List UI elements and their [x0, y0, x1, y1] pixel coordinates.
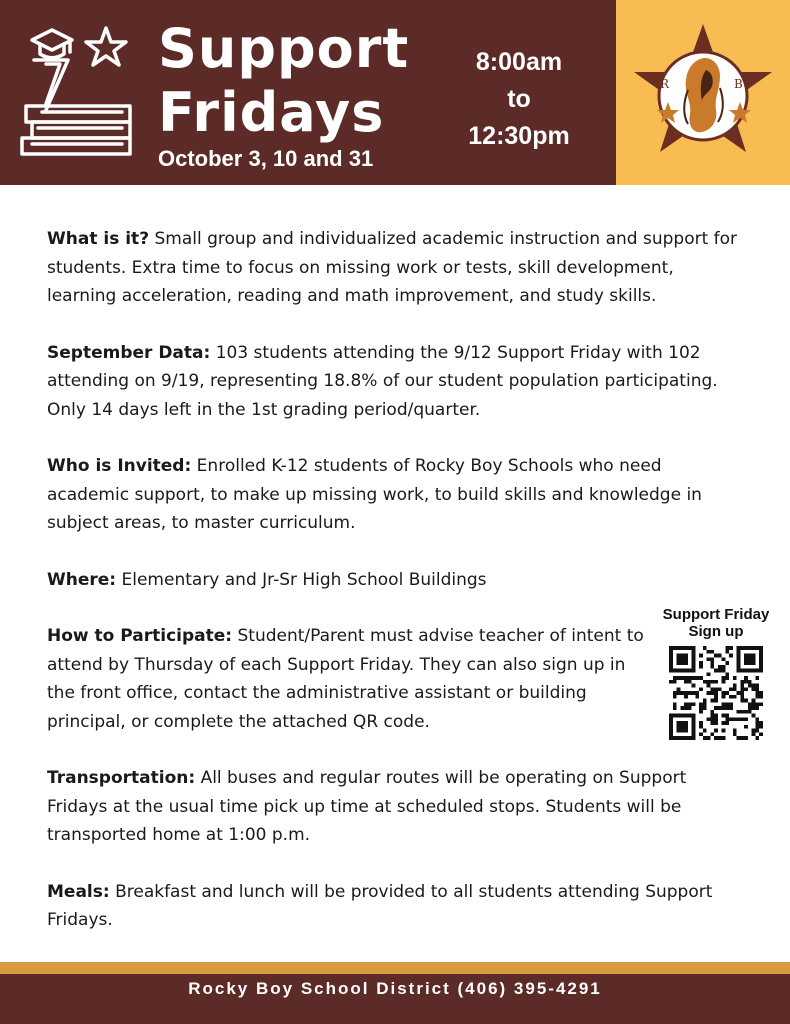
event-dates: October 3, 10 and 31 — [158, 146, 374, 171]
section-label: Transportation: — [47, 768, 196, 788]
svg-text:B: B — [734, 77, 743, 91]
section-text: Enrolled K-12 students of Rocky Boy Schools who need academic support, to make up missing work, to build skills and knowledge in subject areas, to master curriculum. — [47, 456, 702, 533]
footer-stripe — [0, 962, 790, 974]
svg-text:R: R — [660, 77, 670, 91]
footer-bar — [0, 974, 790, 1024]
content-body — [47, 225, 747, 963]
section-transportation — [47, 764, 747, 850]
section-text: Breakfast and lunch will be provided to all students attending Support Fridays. — [47, 881, 713, 930]
section-text: 103 students attending the 9/12 Support Friday with 102 attending on 9/19, representing 18.8% of our student population participating. Only 14 days left in the 1st grading period/quarter. — [47, 342, 718, 420]
section-how-to-participate — [47, 622, 649, 736]
section-text: All buses and regular routes will be operating on Support Fridays at the usual time pick up time at scheduled stops. Students will be transported home at 1:00 p.m. — [47, 768, 687, 845]
qr-title-line-2: Sign up — [688, 623, 744, 640]
qr-code-icon[interactable] — [669, 646, 763, 740]
qr-title — [654, 606, 778, 640]
qr-title-line-1: Support Friday — [662, 606, 770, 623]
section-label: September Data: — [47, 342, 211, 363]
section-label: Meals: — [47, 881, 110, 902]
title-line-2: Fridays — [158, 81, 385, 144]
section-label: What is it? — [47, 229, 150, 249]
title-line-1: Support — [158, 17, 410, 80]
time-range — [452, 44, 586, 155]
section-label: How to Participate: — [47, 626, 233, 646]
time-separator: to — [507, 85, 531, 113]
qr-signup-block — [654, 606, 778, 740]
graduation-books-icon — [12, 24, 140, 164]
section-what-is-it — [47, 225, 747, 311]
section-text: Student/Parent must advise teacher of intent to attend by Thursday of each Support Friday. They can also sign up in the front office, contact the administrative assistant or building principal, or complete the attached QR code. — [47, 626, 644, 732]
footer-contact: Rocky Boy School District (406) 395-4291 — [188, 979, 602, 998]
section-where — [47, 566, 747, 595]
time-start: 8:00am — [475, 48, 563, 76]
section-label: Who is Invited: — [47, 456, 192, 476]
header-banner — [0, 0, 790, 185]
section-text: Small group and individualized academic instruction and support for students. Extra time to focus on missing work or tests, skill development, learning acceleration, reading and math improvement, and study skills. — [47, 229, 738, 306]
section-text: Elementary and Jr-Sr High School Buildings — [116, 569, 487, 590]
section-label: Where: — [47, 569, 117, 590]
section-september-data — [47, 339, 747, 425]
section-meals — [47, 878, 747, 935]
school-logo-icon — [628, 20, 778, 170]
time-end: 12:30pm — [468, 122, 570, 150]
section-who-is-invited — [47, 452, 747, 538]
